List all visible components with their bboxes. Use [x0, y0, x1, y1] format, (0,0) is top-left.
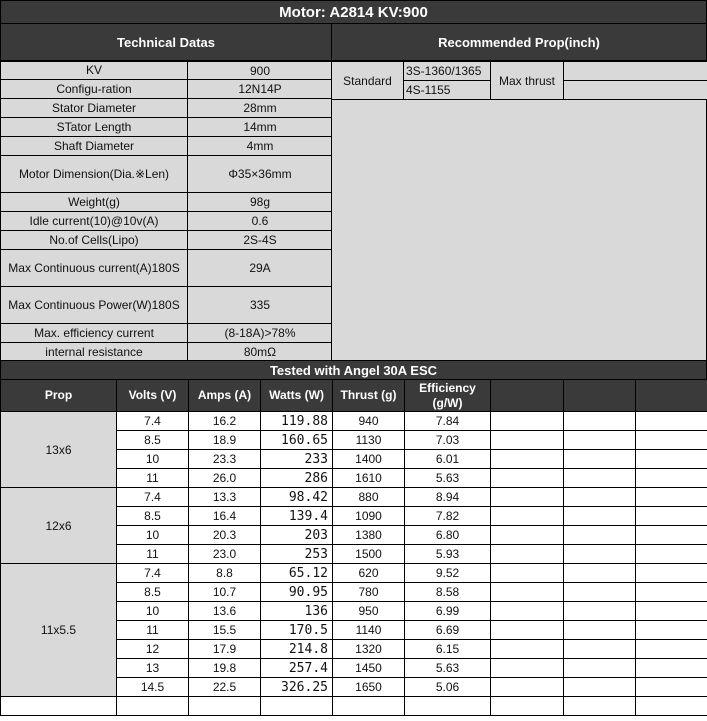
empty-cell — [636, 697, 707, 716]
amps-cell: 10.7 — [189, 583, 261, 602]
empty-cell — [564, 602, 636, 621]
empty-cell — [564, 488, 636, 507]
volts-cell: 12 — [117, 640, 189, 659]
spec-value: 29A — [188, 250, 333, 287]
amps-cell: 15.5 — [189, 621, 261, 640]
volts-cell: 11 — [117, 545, 189, 564]
volts-cell: 14.5 — [117, 678, 189, 697]
watts-cell: 136 — [261, 602, 333, 621]
efficiency-cell: 7.03 — [405, 431, 491, 450]
watts-cell: 139.4 — [261, 507, 333, 526]
volts-cell: 8.5 — [117, 507, 189, 526]
volts-cell: 8.5 — [117, 583, 189, 602]
spec-value: 80mΩ — [188, 343, 333, 362]
thrust-cell: 1500 — [333, 545, 405, 564]
col-header-watts: Watts (W) — [261, 380, 333, 412]
watts-cell: 257.4 — [261, 659, 333, 678]
amps-cell: 20.3 — [189, 526, 261, 545]
col-header-volts: Volts (V) — [117, 380, 189, 412]
max-thrust-label: Max thrust — [491, 62, 564, 100]
empty-cell — [491, 469, 564, 488]
recommended-prop-3s: 3S-1360/1365 — [404, 62, 491, 81]
amps-cell: 26.0 — [189, 469, 261, 488]
empty-cell — [636, 526, 707, 545]
spec-value: 14mm — [188, 118, 333, 137]
empty-cell — [491, 507, 564, 526]
efficiency-cell: 5.63 — [405, 469, 491, 488]
efficiency-cell: 5.93 — [405, 545, 491, 564]
spec-row — [1, 343, 333, 362]
spec-label: Idle current(10)@10v(A) — [1, 212, 188, 231]
table-row — [1, 488, 707, 507]
standard-label: Standard — [332, 62, 404, 100]
sheet-title: Motor: A2814 KV:900 — [0, 0, 707, 24]
efficiency-cell: 6.01 — [405, 450, 491, 469]
amps-cell: 19.8 — [189, 659, 261, 678]
spec-value: 2S-4S — [188, 231, 333, 250]
empty-cell — [1, 697, 117, 716]
empty-cell — [564, 469, 636, 488]
empty-cell — [491, 412, 564, 431]
spec-label: Stator Diameter — [1, 99, 188, 118]
spec-value: 98g — [188, 193, 333, 212]
thrust-cell: 1130 — [333, 431, 405, 450]
empty-cell — [117, 697, 189, 716]
recommended-prop-table — [331, 61, 707, 100]
efficiency-cell: 9.52 — [405, 564, 491, 583]
empty-cell — [491, 697, 564, 716]
technical-datas-header: Technical Datas — [0, 23, 332, 61]
empty-cell — [189, 697, 261, 716]
recommended-prop-panel — [331, 61, 707, 361]
empty-cell — [564, 545, 636, 564]
spec-label: No.of Cells(Lipo) — [1, 231, 188, 250]
watts-cell: 233 — [261, 450, 333, 469]
volts-cell: 10 — [117, 602, 189, 621]
empty-cell — [491, 450, 564, 469]
empty-cell — [564, 450, 636, 469]
watts-cell: 326.25 — [261, 678, 333, 697]
volts-cell: 7.4 — [117, 564, 189, 583]
watts-cell: 214.8 — [261, 640, 333, 659]
empty-cell — [491, 640, 564, 659]
amps-cell: 23.3 — [189, 450, 261, 469]
spec-row — [1, 62, 333, 80]
spec-value: 900 — [188, 62, 333, 80]
col-header-thrust: Thrust (g) — [333, 380, 405, 412]
thrust-cell: 1610 — [333, 469, 405, 488]
amps-cell: 17.9 — [189, 640, 261, 659]
empty-cell — [636, 640, 707, 659]
volts-cell: 7.4 — [117, 488, 189, 507]
empty-cell — [636, 450, 707, 469]
thrust-cell: 880 — [333, 488, 405, 507]
empty-cell — [636, 469, 707, 488]
empty-cell — [636, 564, 707, 583]
spec-label: Motor Dimension(Dia.※Len) — [1, 156, 188, 193]
empty-cell — [491, 621, 564, 640]
amps-cell: 8.8 — [189, 564, 261, 583]
table-row — [1, 412, 707, 431]
spec-table — [0, 61, 333, 362]
prop-size-cell: 13x6 — [1, 412, 117, 488]
spec-label: STator Length — [1, 118, 188, 137]
volts-cell: 10 — [117, 526, 189, 545]
amps-cell: 16.2 — [189, 412, 261, 431]
empty-cell — [564, 621, 636, 640]
spec-label: Configu-ration — [1, 80, 188, 99]
spec-value: 12N14P — [188, 80, 333, 99]
empty-cell — [564, 583, 636, 602]
efficiency-cell: 6.15 — [405, 640, 491, 659]
empty-cell — [636, 583, 707, 602]
watts-cell: 170.5 — [261, 621, 333, 640]
max-thrust-cell — [564, 62, 707, 81]
watts-cell: 98.42 — [261, 488, 333, 507]
spec-value: (8-18A)>78% — [188, 324, 333, 343]
thrust-cell: 940 — [333, 412, 405, 431]
empty-cell — [491, 659, 564, 678]
amps-cell: 18.9 — [189, 431, 261, 450]
empty-cell — [636, 488, 707, 507]
volts-cell: 10 — [117, 450, 189, 469]
spec-row — [1, 212, 333, 231]
empty-cell — [636, 659, 707, 678]
thrust-cell: 1380 — [333, 526, 405, 545]
empty-cell — [491, 431, 564, 450]
recommended-prop-header: Recommended Prop(inch) — [331, 23, 707, 61]
volts-cell: 8.5 — [117, 431, 189, 450]
table-row — [1, 564, 707, 583]
empty-cell — [405, 697, 491, 716]
spec-label: Shaft Diameter — [1, 137, 188, 156]
watts-cell: 65.12 — [261, 564, 333, 583]
spec-row — [1, 118, 333, 137]
empty-row — [1, 697, 707, 716]
empty-cell — [564, 564, 636, 583]
amps-cell: 16.4 — [189, 507, 261, 526]
empty-cell — [564, 412, 636, 431]
spec-label: Max. efficiency current — [1, 324, 188, 343]
spec-value: 4mm — [188, 137, 333, 156]
spec-row — [1, 324, 333, 343]
watts-cell: 90.95 — [261, 583, 333, 602]
empty-cell — [636, 621, 707, 640]
amps-cell: 13.6 — [189, 602, 261, 621]
watts-cell: 203 — [261, 526, 333, 545]
col-header-amps: Amps (A) — [189, 380, 261, 412]
efficiency-cell: 5.06 — [405, 678, 491, 697]
spec-value: Φ35×36mm — [188, 156, 333, 193]
watts-cell: 160.65 — [261, 431, 333, 450]
spec-label: Weight(g) — [1, 193, 188, 212]
watts-cell: 119.88 — [261, 412, 333, 431]
empty-cell — [333, 697, 405, 716]
empty-cell — [636, 431, 707, 450]
volts-cell: 13 — [117, 659, 189, 678]
watts-cell: 253 — [261, 545, 333, 564]
spec-label: internal resistance — [1, 343, 188, 362]
empty-cell — [636, 602, 707, 621]
prop-size-cell: 11x5.5 — [1, 564, 117, 697]
spec-label: Max Continuous Power(W)180S — [1, 287, 188, 324]
volts-cell: 7.4 — [117, 412, 189, 431]
test-data-table — [0, 379, 707, 716]
empty-cell — [491, 564, 564, 583]
amps-cell: 13.3 — [189, 488, 261, 507]
empty-cell — [636, 412, 707, 431]
empty-cell — [564, 640, 636, 659]
empty-cell — [491, 678, 564, 697]
spec-label: KV — [1, 62, 188, 80]
spec-label: Max Continuous current(A)180S — [1, 250, 188, 287]
amps-cell: 23.0 — [189, 545, 261, 564]
col-header-empty — [491, 380, 564, 412]
empty-cell — [564, 431, 636, 450]
empty-cell — [636, 678, 707, 697]
empty-cell — [491, 583, 564, 602]
thrust-cell: 620 — [333, 564, 405, 583]
spec-row — [1, 287, 333, 324]
thrust-cell: 1140 — [333, 621, 405, 640]
empty-cell — [564, 526, 636, 545]
empty-cell — [491, 602, 564, 621]
prop-size-cell: 12x6 — [1, 488, 117, 564]
efficiency-cell: 5.63 — [405, 659, 491, 678]
col-header-prop: Prop — [1, 380, 117, 412]
spec-row — [1, 156, 333, 193]
col-header-empty — [564, 380, 636, 412]
watts-cell: 286 — [261, 469, 333, 488]
spec-value: 0.6 — [188, 212, 333, 231]
thrust-cell: 1320 — [333, 640, 405, 659]
empty-cell — [491, 488, 564, 507]
thrust-cell: 780 — [333, 583, 405, 602]
spec-value: 28mm — [188, 99, 333, 118]
empty-cell — [564, 659, 636, 678]
spec-value: 335 — [188, 287, 333, 324]
test-title: Tested with Angel 30A ESC — [0, 360, 707, 380]
spec-row — [1, 137, 333, 156]
volts-cell: 11 — [117, 621, 189, 640]
empty-cell — [636, 545, 707, 564]
thrust-cell: 1450 — [333, 659, 405, 678]
recommended-prop-4s: 4S-1155 — [404, 81, 491, 100]
col-header-empty — [636, 380, 707, 412]
volts-cell: 11 — [117, 469, 189, 488]
empty-cell — [491, 526, 564, 545]
col-header-efficiency: Efficiency (g/W) — [405, 380, 491, 412]
efficiency-cell: 6.80 — [405, 526, 491, 545]
empty-cell — [261, 697, 333, 716]
thrust-cell: 950 — [333, 602, 405, 621]
spec-row — [1, 80, 333, 99]
efficiency-cell: 7.82 — [405, 507, 491, 526]
thrust-cell: 1400 — [333, 450, 405, 469]
empty-cell — [564, 507, 636, 526]
empty-cell — [636, 507, 707, 526]
empty-cell — [564, 697, 636, 716]
thrust-cell: 1090 — [333, 507, 405, 526]
spec-row — [1, 250, 333, 287]
efficiency-cell: 7.84 — [405, 412, 491, 431]
efficiency-cell: 6.99 — [405, 602, 491, 621]
spec-row — [1, 99, 333, 118]
efficiency-cell: 8.94 — [405, 488, 491, 507]
spec-row — [1, 193, 333, 212]
efficiency-cell: 6.69 — [405, 621, 491, 640]
amps-cell: 22.5 — [189, 678, 261, 697]
empty-cell — [491, 545, 564, 564]
empty-cell — [564, 678, 636, 697]
spec-row — [1, 231, 333, 250]
max-thrust-cell — [564, 81, 707, 100]
efficiency-cell: 8.58 — [405, 583, 491, 602]
thrust-cell: 1650 — [333, 678, 405, 697]
